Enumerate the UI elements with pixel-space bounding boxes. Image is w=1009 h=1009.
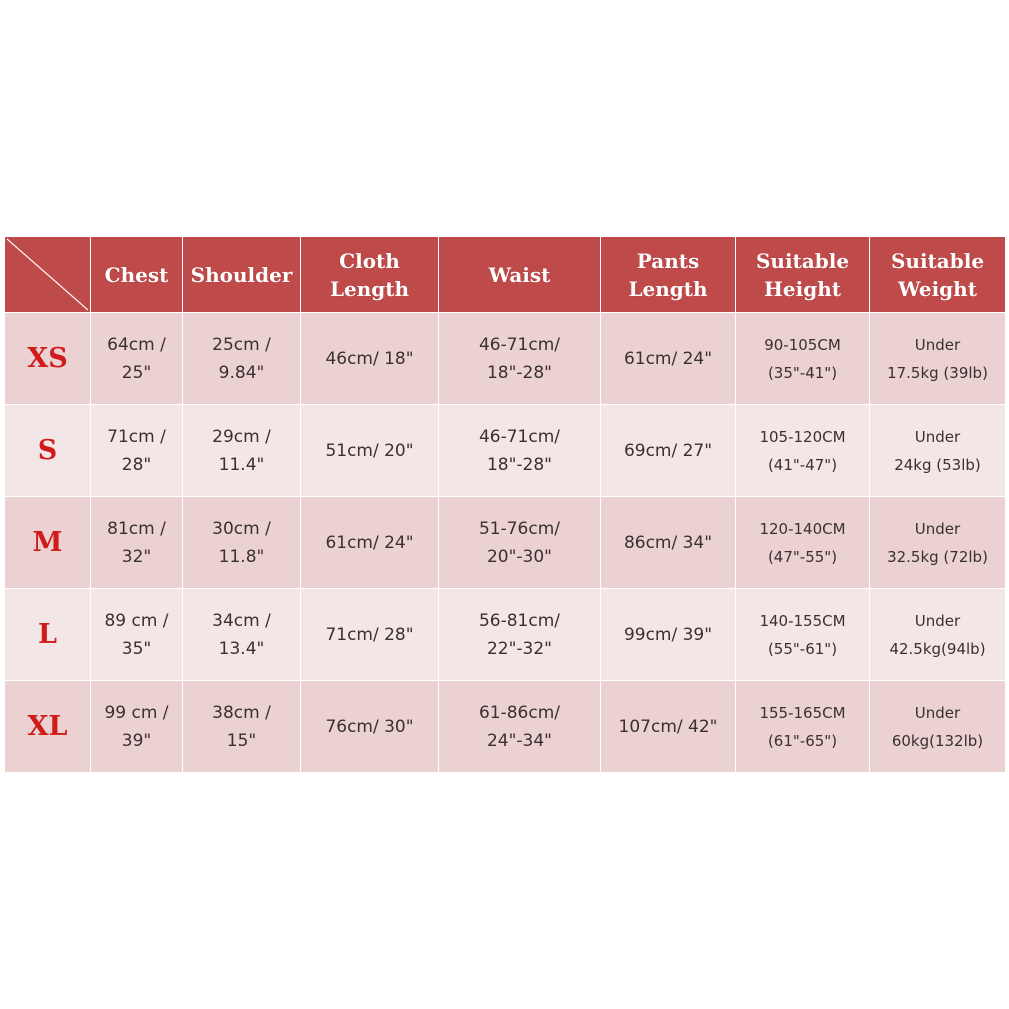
pants-length-cell-text: 69cm/ 27" [623, 440, 713, 461]
height-cell-text: (41"-47") [767, 455, 838, 474]
weight-cell-text: Under [914, 611, 961, 630]
weight-cell-text: Under [914, 335, 961, 354]
weight-cell-text: 17.5kg (39lb) [887, 363, 988, 382]
pants-length-cell-text: 61cm/ 24" [623, 348, 713, 369]
height-cell-text: 90-105CM [764, 335, 841, 354]
height-cell-text: (55"-61") [767, 639, 838, 658]
size-label-text: XL [27, 710, 68, 742]
height-cell-text: (35"-41") [767, 363, 838, 382]
table-row [5, 405, 1006, 497]
weight-cell [870, 405, 1006, 497]
weight-cell-text: 24kg (53lb) [894, 455, 981, 474]
chest-cell-text: 39" [121, 730, 152, 751]
chest-cell [91, 497, 183, 589]
cloth-length-cell [301, 497, 439, 589]
shoulder-cell [183, 681, 301, 773]
header-shoulder: Shoulder [183, 237, 301, 313]
height-cell-text: 105-120CM [759, 427, 846, 446]
cloth-length-cell [301, 313, 439, 405]
shoulder-cell [183, 313, 301, 405]
shoulder-cell-text: 34cm / [212, 610, 271, 631]
chest-cell [91, 681, 183, 773]
shoulder-cell [183, 497, 301, 589]
cloth-length-cell [301, 681, 439, 773]
waist-cell-text: 51-76cm/ [478, 518, 561, 539]
pants-length-cell-text: 107cm/ 42" [618, 716, 718, 737]
shoulder-cell [183, 405, 301, 497]
pants-length-cell [601, 681, 736, 773]
chest-cell-text: 81cm / [107, 518, 166, 539]
cloth-length-cell-text: 61cm/ 24" [325, 532, 414, 553]
pants-length-cell [601, 405, 736, 497]
chest-cell-text: 99 cm / [104, 702, 169, 723]
chest-cell [91, 589, 183, 681]
pants-length-cell-text: 99cm/ 39" [623, 624, 713, 645]
cloth-length-cell [301, 589, 439, 681]
diagonal-divider-icon [5, 237, 90, 312]
waist-cell-text: 46-71cm/ [478, 334, 561, 355]
waist-cell-text: 18"-28" [486, 454, 553, 475]
header-pants-length: Pants Length [601, 237, 736, 313]
chest-cell-text: 64cm / [107, 334, 166, 355]
shoulder-cell-text: 30cm / [212, 518, 271, 539]
height-cell-text: 140-155CM [759, 611, 846, 630]
size-label-text: S [37, 434, 58, 466]
weight-cell-text: 32.5kg (72lb) [887, 547, 988, 566]
size-chart-table [4, 236, 1006, 773]
cloth-length-cell-text: 71cm/ 28" [325, 624, 414, 645]
shoulder-cell-text: 9.84" [218, 362, 265, 383]
cloth-length-cell-text: 76cm/ 30" [325, 716, 414, 737]
corner-cell [5, 237, 91, 313]
pants-length-cell [601, 313, 736, 405]
shoulder-cell-text: 38cm / [212, 702, 271, 723]
waist-cell-text: 46-71cm/ [478, 426, 561, 447]
weight-cell-text: Under [914, 703, 961, 722]
height-cell [736, 313, 870, 405]
weight-cell [870, 313, 1006, 405]
header-suitable-weight: Suitable Weight [870, 237, 1006, 313]
shoulder-cell-text: 13.4" [218, 638, 265, 659]
header-row [5, 237, 1006, 313]
chest-cell-text: 28" [121, 454, 152, 475]
size-label-text: XS [27, 342, 68, 374]
header-chest: Chest [91, 237, 183, 313]
chest-cell-text: 35" [121, 638, 152, 659]
size-label-text: M [32, 526, 63, 558]
shoulder-cell-text: 29cm / [212, 426, 271, 447]
header-waist: Waist [439, 237, 601, 313]
shoulder-cell-text: 11.8" [218, 546, 265, 567]
cloth-length-cell-text: 46cm/ 18" [325, 348, 414, 369]
chest-cell-text: 89 cm / [104, 610, 169, 631]
waist-cell-text: 18"-28" [486, 362, 553, 383]
weight-cell-text: 60kg(132lb) [891, 731, 984, 750]
cloth-length-cell [301, 405, 439, 497]
chest-cell-text: 71cm / [107, 426, 166, 447]
height-cell-text: 155-165CM [759, 703, 846, 722]
shoulder-cell-text: 25cm / [212, 334, 271, 355]
chest-cell [91, 313, 183, 405]
waist-cell-text: 56-81cm/ [478, 610, 561, 631]
height-cell [736, 497, 870, 589]
waist-cell [439, 497, 601, 589]
height-cell [736, 405, 870, 497]
shoulder-cell-text: 15" [226, 730, 257, 751]
height-cell [736, 681, 870, 773]
table-row [5, 681, 1006, 773]
shoulder-cell-text: 11.4" [218, 454, 265, 475]
pants-length-cell [601, 589, 736, 681]
weight-cell-text: Under [914, 519, 961, 538]
waist-cell-text: 22"-32" [486, 638, 553, 659]
chest-cell-text: 32" [121, 546, 152, 567]
size-label [5, 497, 91, 589]
pants-length-cell [601, 497, 736, 589]
size-label [5, 681, 91, 773]
cloth-length-cell-text: 51cm/ 20" [325, 440, 414, 461]
height-cell [736, 589, 870, 681]
weight-cell-text: 42.5kg(94lb) [889, 639, 986, 658]
waist-cell-text: 20"-30" [486, 546, 553, 567]
chest-cell-text: 25" [121, 362, 152, 383]
height-cell-text: 120-140CM [759, 519, 846, 538]
size-label-text: L [38, 618, 57, 650]
table-row [5, 589, 1006, 681]
size-label [5, 405, 91, 497]
header-cloth-length: Cloth Length [301, 237, 439, 313]
header-suitable-height: Suitable Height [736, 237, 870, 313]
weight-cell [870, 589, 1006, 681]
weight-cell [870, 497, 1006, 589]
weight-cell [870, 681, 1006, 773]
chest-cell [91, 405, 183, 497]
shoulder-cell [183, 589, 301, 681]
waist-cell-text: 24"-34" [486, 730, 553, 751]
table-row [5, 313, 1006, 405]
waist-cell [439, 405, 601, 497]
table-row [5, 497, 1006, 589]
waist-cell [439, 681, 601, 773]
waist-cell [439, 313, 601, 405]
height-cell-text: (61"-65") [767, 731, 838, 750]
waist-cell [439, 589, 601, 681]
size-label [5, 589, 91, 681]
waist-cell-text: 61-86cm/ [478, 702, 561, 723]
height-cell-text: (47"-55") [767, 547, 838, 566]
pants-length-cell-text: 86cm/ 34" [623, 532, 713, 553]
size-label [5, 313, 91, 405]
weight-cell-text: Under [914, 427, 961, 446]
